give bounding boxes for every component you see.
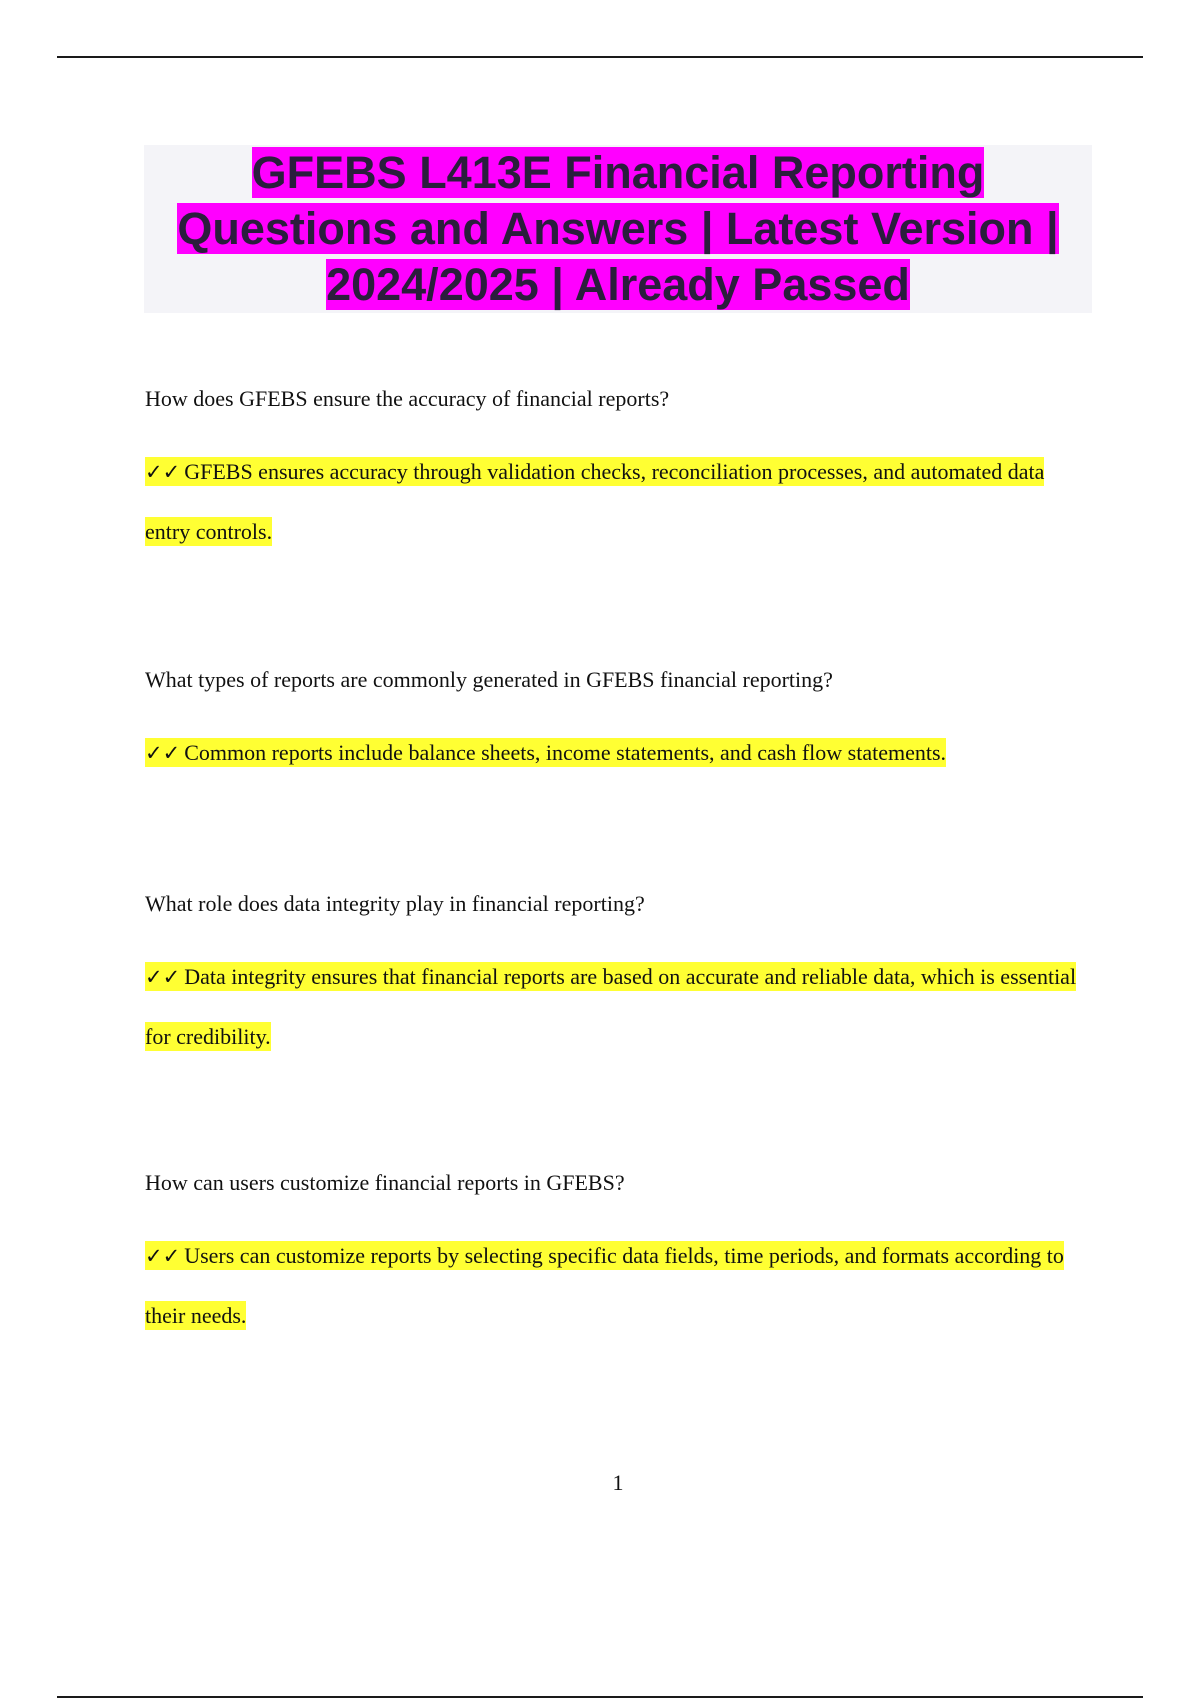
answer-text: GFEBS ensures accuracy through validation checks, reconciliation processes, and automated data entry controls. xyxy=(145,459,1045,544)
answer-text-block xyxy=(145,1226,1095,1346)
qa-item-2 xyxy=(145,665,1095,783)
answer-text: Common reports include balance sheets, income statements, and cash flow statements. xyxy=(184,740,947,765)
question-text: What role does data integrity play in financial reporting? xyxy=(145,891,645,916)
double-check-icon: ✓✓ xyxy=(145,741,181,765)
answer-text: Users can customize reports by selecting specific data fields, time periods, and formats according to their needs. xyxy=(145,1243,1064,1328)
question-text: How can users customize financial reports in GFEBS? xyxy=(145,1170,625,1195)
answer-text-block xyxy=(145,442,1095,562)
answer-text-block xyxy=(145,947,1095,1067)
page-number: 1 xyxy=(612,1470,624,1495)
qa-item-1 xyxy=(145,384,1095,562)
question-text: How does GFEBS ensure the accuracy of financial reports? xyxy=(145,386,670,411)
top-rule xyxy=(57,56,1143,58)
answer-text-block xyxy=(145,723,1095,783)
double-check-icon: ✓✓ xyxy=(145,965,181,989)
document-title-text: GFEBS L413E Financial Reporting Questions and Answers | Latest Version | 2024/2025 | Already Passed xyxy=(177,147,1059,310)
answer-text: Data integrity ensures that financial reports are based on accurate and reliable data, which is essential for credibility. xyxy=(145,964,1077,1049)
document-title xyxy=(144,145,1092,313)
double-check-icon: ✓✓ xyxy=(145,460,181,484)
qa-item-3 xyxy=(145,889,1095,1067)
qa-item-4 xyxy=(145,1168,1095,1346)
bottom-rule xyxy=(57,1696,1143,1698)
double-check-icon: ✓✓ xyxy=(145,1244,181,1268)
question-text: What types of reports are commonly generated in GFEBS financial reporting? xyxy=(145,667,833,692)
